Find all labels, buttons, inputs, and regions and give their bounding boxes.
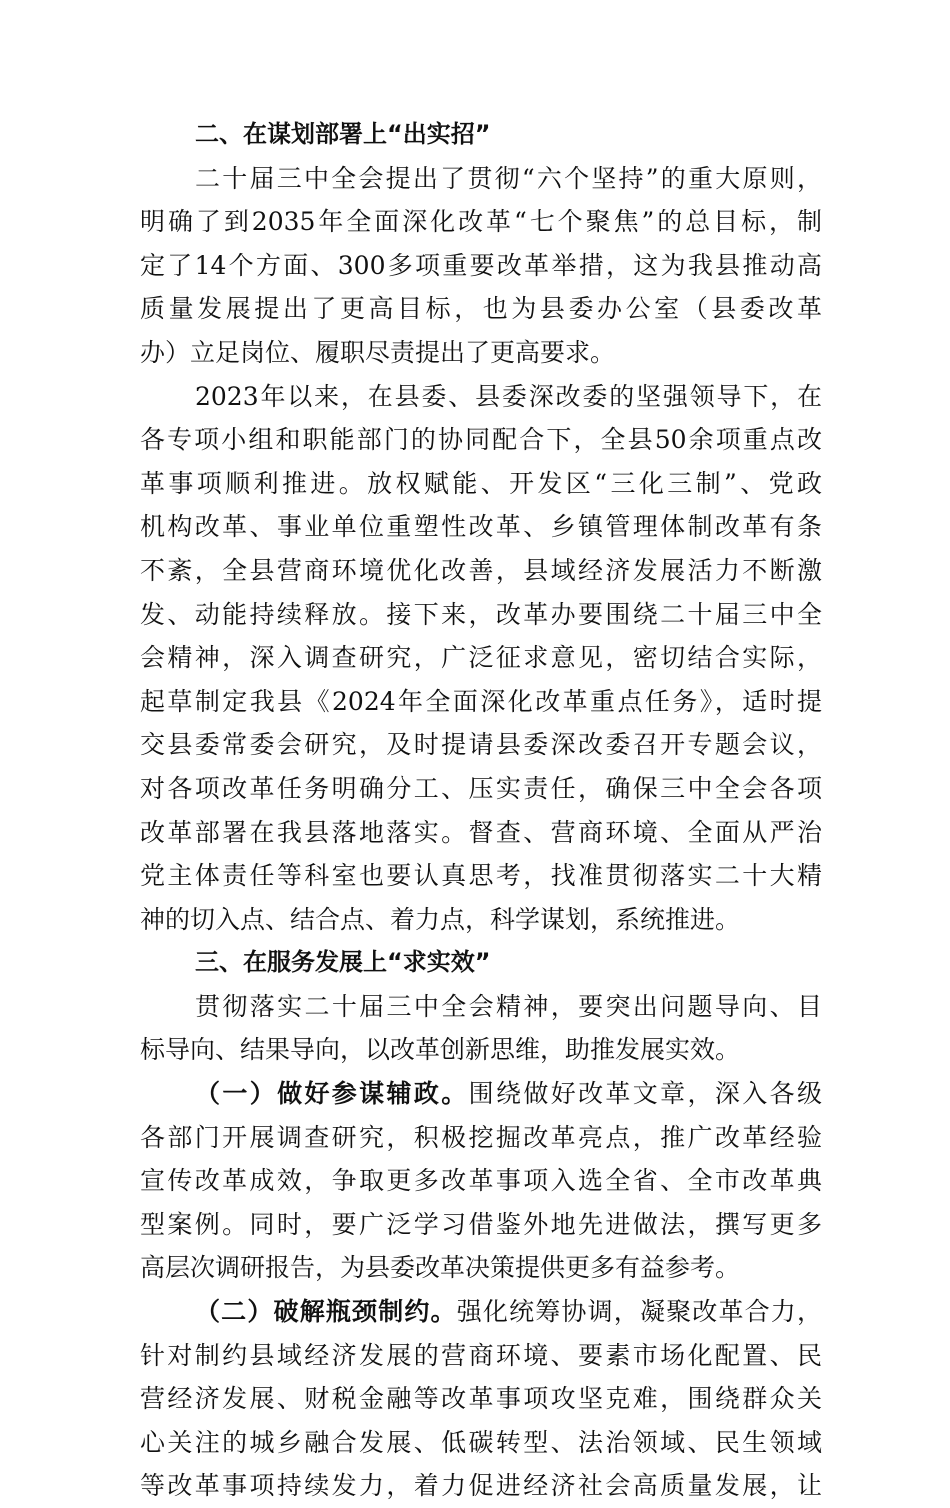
item-lead: （二）破解瓶颈制约。 (195, 1297, 457, 1327)
paragraph-line: 质量发展提出了更高目标，也为县委办公室（县委改革 (140, 294, 822, 324)
section-3-item-1 (140, 1072, 822, 1290)
paragraph-line (140, 1290, 822, 1334)
paragraph-line: 明确了到2035年全面深化改革“七个聚焦”的总目标，制 (140, 207, 822, 237)
item-text: 强化统筹协调，凝聚改革合力， (456, 1297, 822, 1327)
paragraph-line: 标导向、结果导向，以改革创新思维，助推发展实效。 (140, 1035, 741, 1065)
paragraph-line: 起草制定我县《2024年全面深化改革重点任务》，适时提 (140, 686, 822, 716)
paragraph-line: 机构改革、事业单位重塑性改革、乡镇管理体制改革有条 (140, 512, 822, 542)
paragraph-line: 各部门开展调查研究，积极挖掘改革亮点，推广改革经验 (140, 1122, 822, 1152)
paragraph-line: 对各项改革任务明确分工、压实责任，确保三中全会各项 (140, 773, 822, 803)
paragraph-line: 针对制约县域经济发展的营商环境、要素市场化配置、民 (140, 1340, 822, 1370)
section-2-paragraph-2 (140, 375, 822, 942)
paragraph-line: 贯彻落实二十届三中全会精神，要突出问题导向、目 (195, 991, 822, 1021)
document-page (140, 113, 822, 1508)
item-text: 围绕做好改革文章，深入各级 (468, 1079, 822, 1109)
paragraph-line: 各专项小组和职能部门的协同配合下，全县50余项重点改 (140, 425, 822, 455)
paragraph-line: 改革部署在我县落地落实。督查、营商环境、全面从严治 (140, 817, 822, 847)
item-lead: （一）做好参谋辅政。 (195, 1079, 469, 1109)
paragraph-line: 宣传改革成效，争取更多改革事项入选全省、全市改革典 (140, 1166, 822, 1196)
paragraph-line: 高层次调研报告，为县委改革决策提供更多有益参考。 (140, 1253, 741, 1283)
paragraph-line: 交县委常委会研究，及时提请县委深改委召开专题会议， (140, 730, 822, 760)
paragraph-line: 型案例。同时，要广泛学习借鉴外地先进做法，撰写更多 (140, 1209, 822, 1239)
paragraph-line: 办）立足岗位、履职尽责提出了更高要求。 (140, 337, 616, 367)
paragraph-line: 营经济发展、财税金融等改革事项攻坚克难，围绕群众关 (140, 1384, 822, 1414)
section-3-intro (140, 985, 822, 1072)
paragraph-line: 神的切入点、结合点、着力点，科学谋划，系统推进。 (140, 904, 741, 934)
paragraph-line: 二十届三中全会提出了贯彻“六个坚持”的重大原则， (195, 163, 822, 193)
paragraph-line: 会精神，深入调查研究，广泛征求意见，密切结合实际， (140, 643, 822, 673)
paragraph-line: 2023年以来，在县委、县委深改委的坚强领导下，在 (195, 381, 822, 411)
section-3-item-2 (140, 1290, 822, 1508)
paragraph-line: 定了14个方面、300多项重要改革举措，这为我县推动高 (140, 250, 822, 280)
paragraph-line (140, 1072, 822, 1116)
paragraph-line: 党主体责任等科室也要认真思考，找准贯彻落实二十大精 (140, 861, 822, 891)
paragraph-line: 不紊，全县营商环境优化改善，县域经济发展活力不断激 (140, 555, 822, 585)
section-3-heading: 三、在服务发展上“求实效” (195, 948, 491, 977)
section-2-heading: 二、在谋划部署上“出实招” (195, 120, 491, 148)
paragraph-line: 等改革事项持续发力，着力促进经济社会高质量发展，让 (140, 1471, 822, 1501)
paragraph-line: 发、动能持续释放。接下来，改革办要围绕二十届三中全 (140, 599, 822, 629)
paragraph-line: 革事项顺利推进。放权赋能、开发区“三化三制”、党政 (140, 468, 822, 498)
section-2-paragraph-1 (140, 157, 822, 375)
paragraph-line: 心关注的城乡融合发展、低碳转型、法治领域、民生领域 (140, 1427, 822, 1457)
